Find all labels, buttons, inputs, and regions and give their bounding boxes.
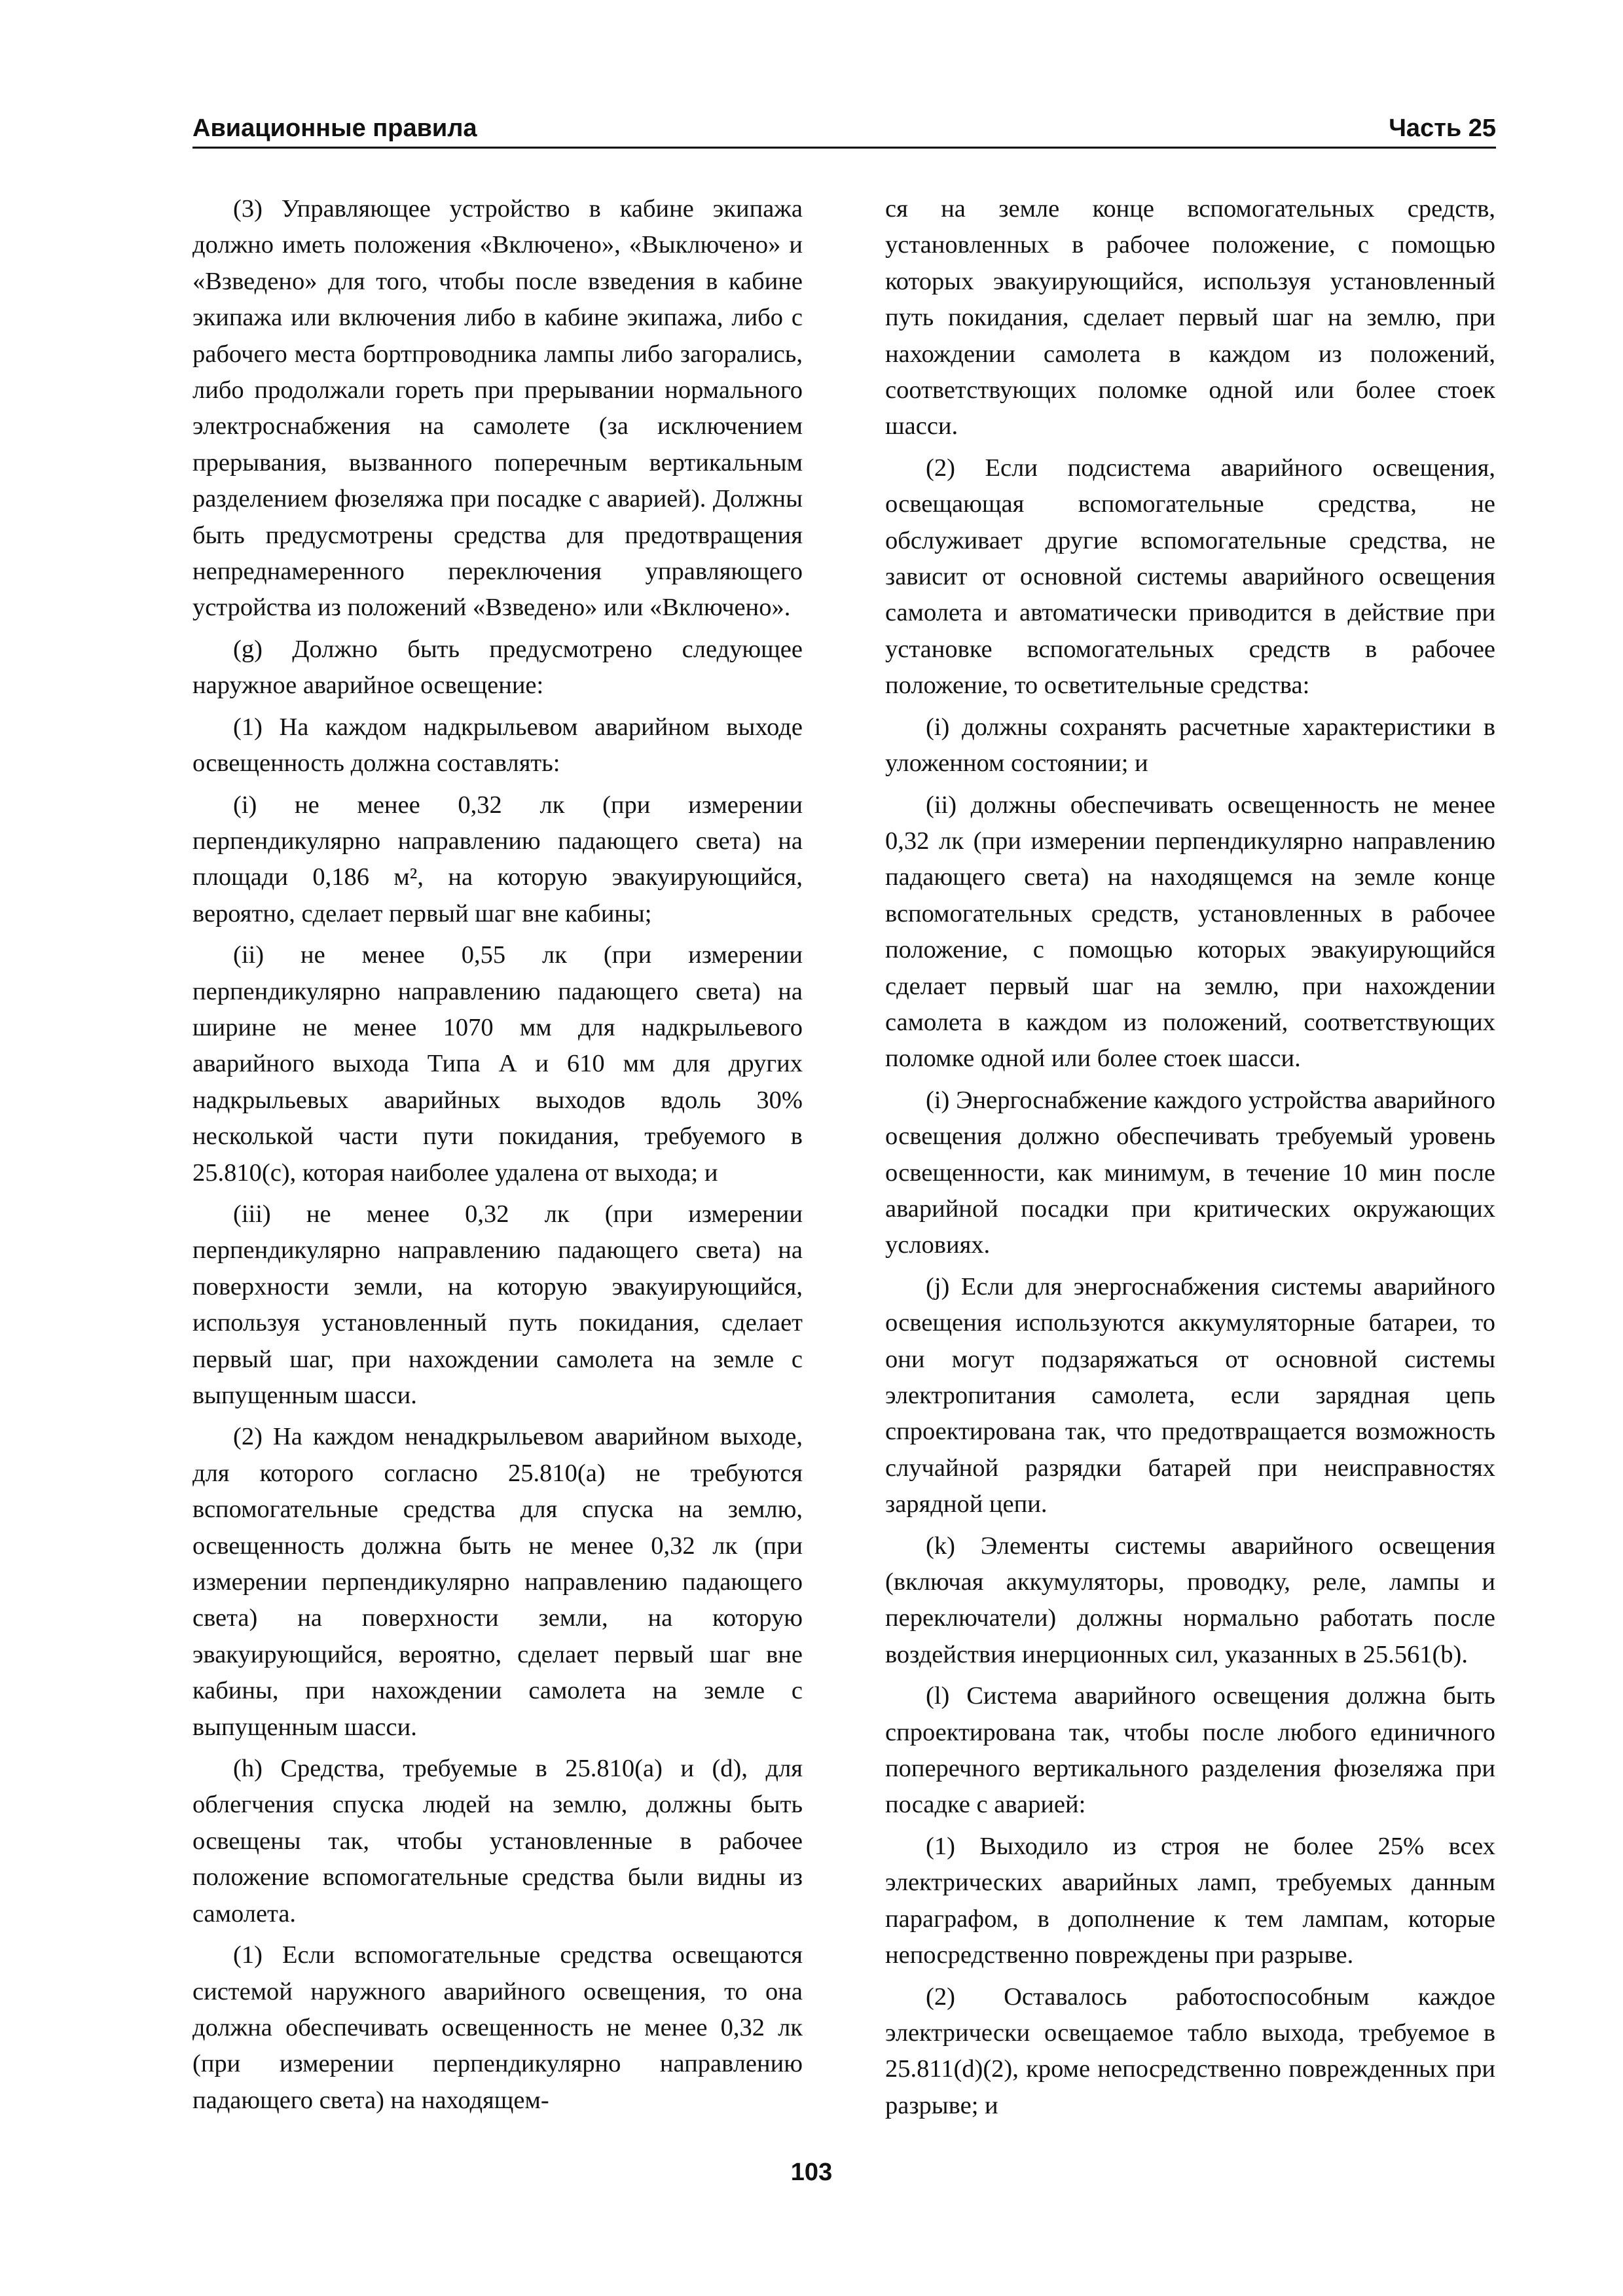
paragraph: (ii) не менее 0,55 лк (при измерении перпендикулярно направлению падающего света) на ширине не менее 1070 мм для надкрыльевого аварийного выхода Типа А и 610 мм для других надкрыльевых аварийных выходов вдоль 30% несколькой части пути покидания, требуемого в 25.810(с), которая наиболее удалена от выхода; и xyxy=(192,941,803,1187)
paragraph: (j) Если для энергоснабжения системы аварийного освещения используются аккумуляторные батареи, то они могут подзаряжаться от основной системы электропитания самолета, если зарядная цепь спроектирована так, что предотвращается возможность случайной разрядки батарей при неисправностях зарядной цепи. xyxy=(885,1272,1495,1518)
paragraph: (1) Выходило из строя не более 25% всех электрических аварийных ламп, требуемых данным параграфом, в дополнение к тем лампам, которые непосредственно повреждены при разрыве. xyxy=(885,1832,1495,1969)
header-title: Авиационные правила xyxy=(192,115,477,142)
paragraph: (i) должны сохранять расчетные характеристики в уложенном состоянии; и xyxy=(885,713,1495,778)
paragraph: (3) Управляющее устройство в кабине экипажа должно иметь положения «Включено», «Выключено» и «Взведено» для того, чтобы после взведения в кабине экипажа или включения либо в кабине экипажа, либо с рабочего места бортпроводника лампы либо загорались, либо продолжали гореть при прерывании нормального электроснабжения на самолете (за исключением прерывания, вызванного поперечным вертикальным разделением фюзеляжа при посадке с аварией). Должны быть предусмотрены средства для предотвращения непреднамеренного переключения управляющего устройства из положений «Взведено» или «Включено». xyxy=(192,195,803,622)
paragraph: (ii) должны обеспечивать освещенность не менее 0,32 лк (при измерении перпендикулярно направлению падающего света) на находящемся на земле конце вспомогательных средств, установленных в рабочее положение, с помощью которых эвакуирующийся сделает первый шаг на землю, при нахождении самолета в каждом из положений, соответствующих поломке одной или более стоек шасси. xyxy=(885,791,1495,1073)
paragraph: (i) не менее 0,32 лк (при измерении перпендикулярно направлению падающего света) на площади 0,186 м², на которую эвакуирующийся, вероятно, сделает первый шаг вне кабины; xyxy=(192,791,803,927)
left-column xyxy=(192,191,803,2124)
running-header xyxy=(192,110,1496,149)
paragraph: (l) Система аварийного освещения должна быть спроектирована так, чтобы после любого единичного поперечного вертикального разделения фюзеляжа при посадке с аварией: xyxy=(885,1682,1495,1819)
paragraph-continued: ся на земле конце вспомогательных средств, установленных в рабочее положение, с помощью которых эвакуирующийся, используя установленный путь покидания, сделает первый шаг на землю, при нахождении самолета в каждом из положений, соответствующих поломке одной или более стоек шасси. xyxy=(885,195,1495,440)
right-column xyxy=(885,191,1495,2129)
header-part: Часть 25 xyxy=(1389,115,1496,142)
paragraph: (2) Если подсистема аварийного освещения, освещающая вспомогательные средства, не обслуживает другие вспомогательные средства, не зависит от основной системы аварийного освещения самолета и автоматически приводится в действие при установке вспомогательных средств в рабочее положение, то осветительные средства: xyxy=(885,454,1495,700)
paragraph: (i) Энергоснабжение каждого устройства аварийного освещения должно обеспечивать требуемый уровень освещенности, как минимум, в течение 10 мин после аварийной посадки при критических окружающих условиях. xyxy=(885,1086,1495,1259)
paragraph: (1) На каждом надкрыльевом аварийном выходе освещенность должна составлять: xyxy=(192,713,803,778)
paragraph: (g) Должно быть предусмотрено следующее наружное аварийное освещение: xyxy=(192,635,803,700)
paragraph: (iii) не менее 0,32 лк (при измерении перпендикулярно направлению падающего света) на поверхности земли, на которую эвакуирующийся, используя установленный путь покидания, сделает первый шаг, при нахождении самолета на земле с выпущенным шасси. xyxy=(192,1200,803,1409)
paragraph: (2) На каждом ненадкрыльевом аварийном выходе, для которого согласно 25.810(а) не требуются вспомогательные средства для спуска на землю, освещенность должна быть не менее 0,32 лк (при измерении перпендикулярно направлению падающего света) на поверхности земли, на которую эвакуирующийся, вероятно, сделает первый шаг вне кабины, при нахождении самолета на земле с выпущенным шасси. xyxy=(192,1423,803,1741)
paragraph: (2) Оставалось работоспособным каждое электрически освещаемое табло выхода, требуемое в 25.811(d)(2), кроме непосредственно поврежденных при разрыве; и xyxy=(885,1982,1495,2119)
paragraph: (h) Средства, требуемые в 25.810(а) и (d), для облегчения спуска людей на землю, должны быть освещены так, чтобы установленные в рабочее положение вспомогательные средства были видны из самолета. xyxy=(192,1755,803,1928)
paragraph: (k) Элементы системы аварийного освещения (включая аккумуляторы, проводку, реле, лампы и переключатели) должны нормально работать после воздействия инерционных сил, указанных в 25.561(b). xyxy=(885,1532,1495,1668)
paragraph: (1) Если вспомогательные средства освещаются системой наружного аварийного освещения, то она должна обеспечивать освещенность не менее 0,32 лк (при измерении перпендикулярно направлению падающего света) на находящем- xyxy=(192,1941,803,2114)
page-number: 103 xyxy=(790,2159,833,2186)
